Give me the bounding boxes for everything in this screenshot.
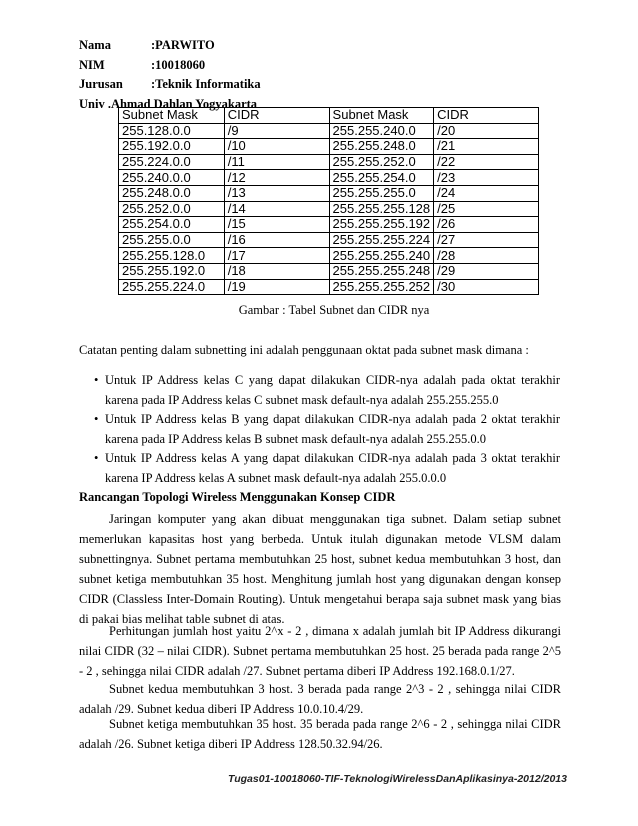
- table-cell: 255.255.240.0: [329, 123, 434, 139]
- table-header-cell: CIDR: [224, 108, 329, 124]
- nim-value: :10018060: [151, 57, 206, 72]
- list-item-text: Untuk IP Address kelas A yang dapat dilakukan CIDR-nya adalah pada 3 oktat terakhir karena IP Address kelas A subnet mask default-nya adalah 255.0.0.0: [105, 451, 560, 485]
- table-cell: /21: [434, 139, 539, 155]
- table-cell: 255.254.0.0: [119, 217, 225, 233]
- table-row: [119, 201, 539, 217]
- page-footer: Tugas01-10018060-TIF-TeknologiWirelessDanAplikasinya-2012/2013: [228, 773, 567, 785]
- student-header: [79, 36, 261, 114]
- table-header-cell: Subnet Mask: [119, 108, 225, 124]
- table-cell: 255.255.252.0: [329, 154, 434, 170]
- table-cell: 255.224.0.0: [119, 154, 225, 170]
- table-row: [119, 154, 539, 170]
- university-name: Univ .Ahmad Dahlan Yogyakarta: [79, 96, 258, 111]
- table-cell: /29: [434, 263, 539, 279]
- table-cell: 255.255.0.0: [119, 232, 225, 248]
- dept-value: :Teknik Informatika: [151, 77, 261, 91]
- list-item-text: Untuk IP Address kelas B yang dapat dilakukan CIDR-nya adalah pada 2 oktat terakhir karena pada IP Address kelas B subnet mask default-nya adalah 255.255.0.0: [105, 412, 560, 446]
- table-cell: /22: [434, 154, 539, 170]
- table-cell: /18: [224, 263, 329, 279]
- list-item: [94, 410, 560, 449]
- list-item: [94, 371, 560, 410]
- table-cell: /14: [224, 201, 329, 217]
- table-body: [119, 123, 539, 295]
- table-cell: 255.255.254.0: [329, 170, 434, 186]
- table-cell: 255.128.0.0: [119, 123, 225, 139]
- table-cell: 255.255.255.128: [329, 201, 434, 217]
- bullet-icon: •: [94, 373, 99, 387]
- table-row: [119, 123, 539, 139]
- table-cell: /11: [224, 154, 329, 170]
- table-row: [119, 139, 539, 155]
- note-paragraph: Catatan penting dalam subnetting ini adalah penggunaan oktat pada subnet mask dimana :: [79, 343, 529, 357]
- table-cell: /12: [224, 170, 329, 186]
- table-row: [119, 185, 539, 201]
- subnet-cidr-table: [118, 107, 539, 295]
- table-row: [119, 170, 539, 186]
- table-cell: /19: [224, 279, 329, 295]
- body-paragraph: Subnet kedua membutuhkan 3 host. 3 berada pada range 2^3 - 2 , sehingga nilai CIDR adalah /29. Subnet kedua diberi IP Address 10.0.10.4/29.: [79, 682, 561, 716]
- table-cell: 255.255.128.0: [119, 248, 225, 264]
- table-row: [119, 279, 539, 295]
- table-cell: /16: [224, 232, 329, 248]
- table-cell: 255.240.0.0: [119, 170, 225, 186]
- bullet-icon: •: [94, 412, 99, 426]
- table-cell: 255.252.0.0: [119, 201, 225, 217]
- nim-row: [79, 56, 261, 76]
- table-row: [119, 232, 539, 248]
- nim-label: NIM: [79, 57, 105, 72]
- figure-caption: Gambar : Tabel Subnet dan CIDR nya: [238, 303, 430, 317]
- body-paragraph: Perhitungan jumlah host yaitu 2^x - 2 , dimana x adalah jumlah bit IP Address dikurangi nilai CIDR (32 – nilai CIDR). Subnet pertama membutuhkan 25 host. 25 berada pada range 2^5 - 2 , sehingga nilai CIDR adalah /27. Subnet pertama diberi IP Address 192.168.0.1/27.: [79, 624, 561, 678]
- dept-label: Jurusan: [79, 77, 123, 91]
- table-cell: 255.255.255.252: [329, 279, 434, 295]
- table-cell: /15: [224, 217, 329, 233]
- table-cell: 255.255.255.0: [329, 185, 434, 201]
- name-label: Nama: [79, 38, 111, 52]
- section-heading: Rancangan Topologi Wireless Menggunakan Konsep CIDR: [79, 490, 396, 504]
- bullet-list: [94, 371, 560, 488]
- table-cell: /30: [434, 279, 539, 295]
- table-cell: /24: [434, 185, 539, 201]
- body-paragraph: Subnet ketiga membutuhkan 35 host. 35 berada pada range 2^6 - 2 , sehingga nilai CIDR adalah /26. Subnet ketiga diberi IP Address 128.50.32.94/26.: [79, 717, 561, 751]
- table-cell: 255.255.255.224: [329, 232, 434, 248]
- list-item: [94, 449, 560, 488]
- table-cell: /13: [224, 185, 329, 201]
- table-cell: /28: [434, 248, 539, 264]
- body-paragraph: Jaringan komputer yang akan dibuat menggunakan tiga subnet. Dalam setiap subnet memerlukan kapasitas host yang berbeda. Untuk itulah digunakan metode VLSM dalam subnettingnya. Subnet pertama membutuhkan 25 host, subnet kedua membutuhkan 3 host, dan subnet ketiga membutuhkan 35 host. Menghitung jumlah host yang digunakan dengan konsep CIDR (Classless Inter-Domain Routing). Untuk mengetahui berapa saja subnet mask yang bias di pakai bias melihat table subnet di atas.: [79, 512, 561, 626]
- table-cell: 255.255.255.248: [329, 263, 434, 279]
- table-cell: /23: [434, 170, 539, 186]
- table-cell: /17: [224, 248, 329, 264]
- name-value: :PARWITO: [151, 38, 215, 52]
- table-header-row: [119, 108, 539, 124]
- name-row: [79, 36, 261, 56]
- table-header-cell: Subnet Mask: [329, 108, 434, 124]
- table-row: [119, 248, 539, 264]
- table-cell: /10: [224, 139, 329, 155]
- table-cell: 255.255.192.0: [119, 263, 225, 279]
- table-cell: /26: [434, 217, 539, 233]
- list-item-text: Untuk IP Address kelas C yang dapat dilakukan CIDR-nya adalah pada oktat terakhir karena pada IP Address kelas C subnet mask default-nya adalah 255.255.255.0: [105, 373, 560, 407]
- table-cell: 255.255.224.0: [119, 279, 225, 295]
- table-cell: /20: [434, 123, 539, 139]
- table-cell: 255.248.0.0: [119, 185, 225, 201]
- table-cell: /25: [434, 201, 539, 217]
- table-row: [119, 263, 539, 279]
- dept-row: [79, 75, 261, 95]
- bullet-icon: •: [94, 451, 99, 465]
- table-cell: 255.192.0.0: [119, 139, 225, 155]
- table-cell: 255.255.255.192: [329, 217, 434, 233]
- table-cell: 255.255.248.0: [329, 139, 434, 155]
- table-row: [119, 217, 539, 233]
- table-cell: 255.255.255.240: [329, 248, 434, 264]
- table-cell: /27: [434, 232, 539, 248]
- table-header-cell: CIDR: [434, 108, 539, 124]
- table-cell: /9: [224, 123, 329, 139]
